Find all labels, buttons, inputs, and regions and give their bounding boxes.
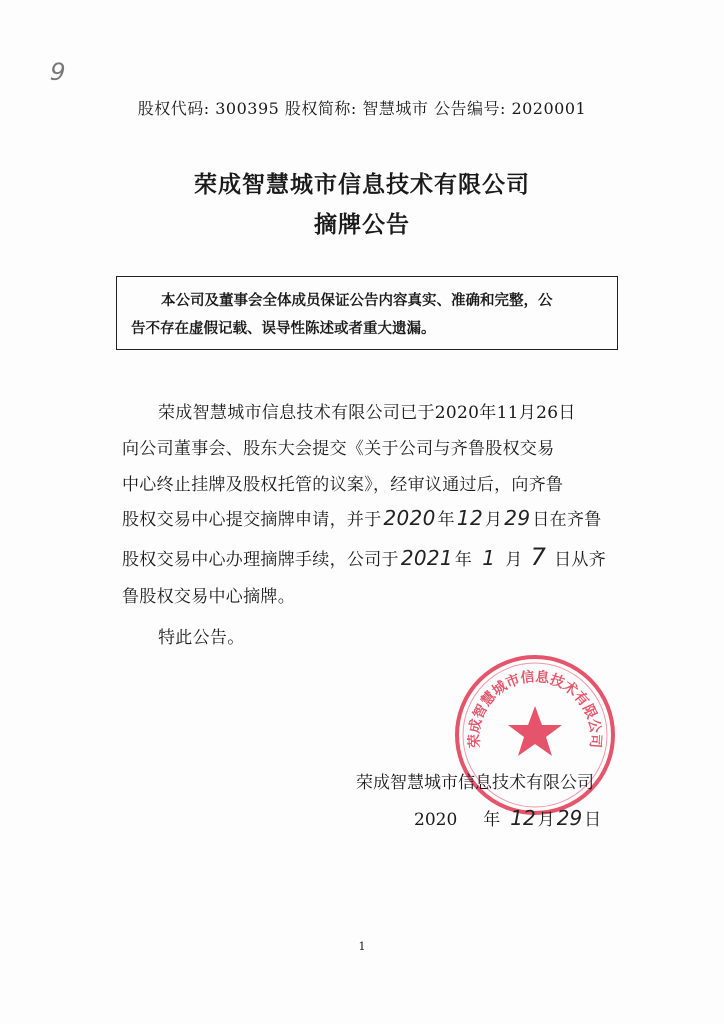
disclaimer-line-1: 本公司及董事会全体成员保证公告内容真实、准确和完整，公 xyxy=(161,293,553,309)
closing-line: 特此公告。 xyxy=(158,628,245,648)
body-line-3: 中心终止挂牌及股权托管的议案》，经审议通过后，向齐鲁 xyxy=(122,475,564,495)
handwritten-page-mark: 9 xyxy=(49,57,67,87)
seal-star-icon xyxy=(508,706,562,756)
page-number: 1 xyxy=(358,940,366,953)
stock-info-header: 股权代码: 300395 股权简称: 智慧城市 公告编号: 2020001 xyxy=(137,99,587,118)
announcement-title: 摘牌公告 xyxy=(314,212,410,238)
handwritten-month: 12 xyxy=(456,506,483,530)
handwritten-year: 2021 xyxy=(400,546,453,570)
body-line-2: 向公司董事会、股东大会提交《关于公司与齐鲁股权交易 xyxy=(122,439,555,459)
disclaimer-box xyxy=(116,276,618,350)
body-line-6: 鲁股权交易中心摘牌。 xyxy=(122,587,295,607)
body-line-4: 股权交易中心提交摘牌申请，并于 2020 年 12 月 29 日在齐鲁 xyxy=(122,506,602,530)
body-line-5: 股权交易中心办理摘牌手续，公司于 2021 年 1 月 7 日从齐 xyxy=(122,543,607,571)
company-seal xyxy=(452,652,618,818)
body-line-1: 荣成智慧城市信息技术有限公司已于2020年11月26日 xyxy=(158,403,576,423)
seal-text: 荣成智慧城市信息技术有限公司 xyxy=(466,669,604,749)
signature-company: 荣成智慧城市信息技术有限公司 xyxy=(356,773,594,793)
handwritten-day: 29 xyxy=(504,506,531,530)
handwritten-year: 2020 xyxy=(383,506,436,530)
company-title: 荣成智慧城市信息技术有限公司 xyxy=(194,172,530,198)
signature-date: 2020 年 12 月 29 日 xyxy=(414,806,602,830)
handwritten-month: 12 xyxy=(510,806,536,830)
handwritten-day: 29 xyxy=(556,806,583,830)
handwritten-month: 1 xyxy=(482,546,496,570)
disclaimer-line-2: 告不存在虚假记载、误导性陈述或者重大遗漏。 xyxy=(131,321,436,337)
handwritten-day: 7 xyxy=(530,543,547,571)
